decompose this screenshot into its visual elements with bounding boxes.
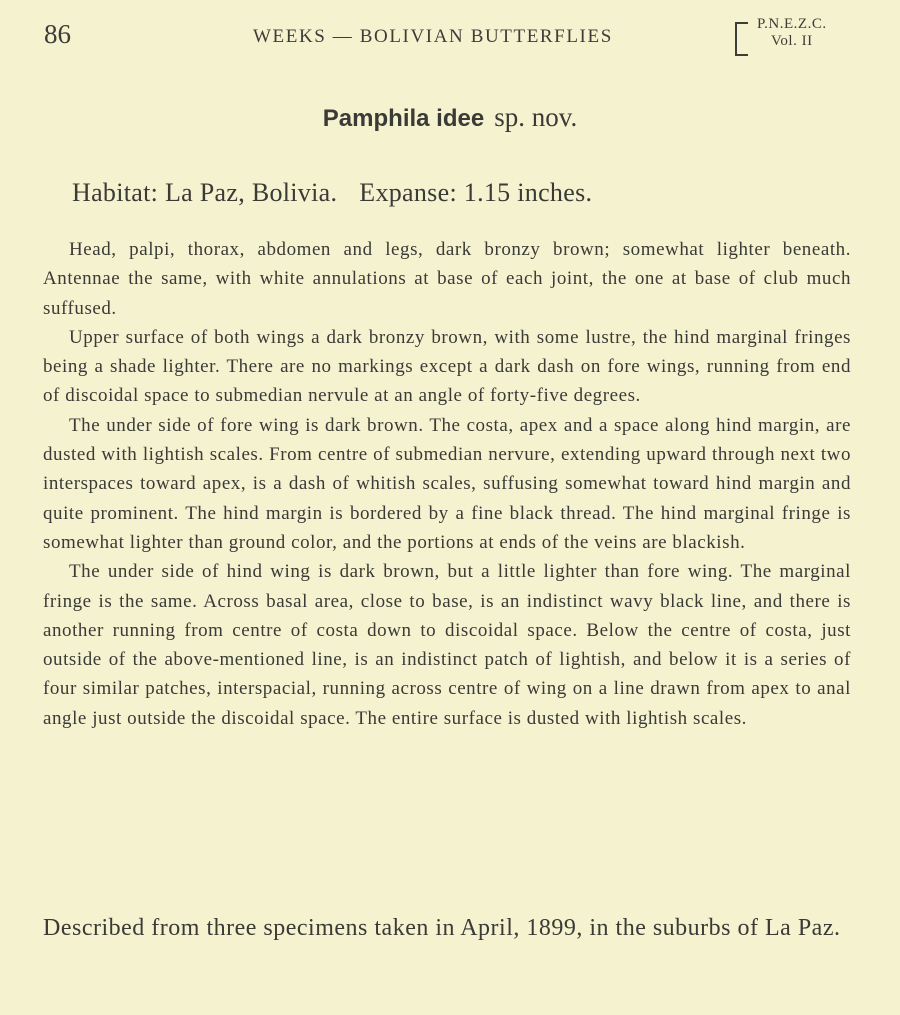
habitat-text: Habitat: La Paz, Bolivia. bbox=[72, 178, 338, 207]
paragraph-hind-wing-underside: The under side of hind wing is dark brown, but a little lighter than fore wing. The marginal fringe is the same. Across basal area, close to base, is an indistinct wavy black line, and there is another running from centre of costa down to discoidal space. Below the centre of costa, just outside of the above-mentioned line, is an indistinct patch of lightish, and below it is a series of four similar patches, interspacial, running across centre of wing on a line drawn from apex to anal angle just outside the discoidal space. The entire surface is dusted with lightish scales. bbox=[43, 561, 851, 729]
species-name: Pamphila idee bbox=[322, 105, 485, 132]
paragraph-body-parts: Head, palpi, thorax, abdomen and legs, dark bronzy brown; somewhat lighter beneath. Antennae the same, with white annulations at base of each joint, the one at base of club much suffused. bbox=[43, 239, 851, 319]
closing-statement: Described from three specimens taken in April, 1899, in the suburbs of La Paz. bbox=[43, 915, 841, 941]
species-note: sp. nov. bbox=[494, 102, 578, 132]
description-body bbox=[43, 235, 851, 733]
species-heading bbox=[0, 100, 900, 136]
habitat-line bbox=[72, 176, 592, 210]
page-number: 86 bbox=[44, 19, 71, 49]
page-header bbox=[0, 0, 900, 60]
paragraph-fore-wing-underside: The under side of fore wing is dark brown. The costa, apex and a space along hind margin, are dusted with lightish scales. From centre of submedian nervure, extending upward through next two interspaces toward apex, is a dash of whitish scales, suffusing somewhat toward hind margin and quite prominent. The hind margin is bordered by a fine black thread. The hind marginal fringe is somewhat lighter than ground color, and the portions at ends of the veins are blackish. bbox=[43, 414, 851, 553]
paragraph-upper-surface: Upper surface of both wings a dark bronzy brown, with some lustre, the hind marginal fringes being a shade lighter. There are no markings except a dark dash on fore wings, running from end of discoidal space to submedian nervule at an angle of forty-five degrees. bbox=[43, 326, 851, 407]
running-head: WEEKS — BOLIVIAN BUTTERFLIES bbox=[253, 26, 613, 47]
journal-volume: Vol. II bbox=[771, 33, 813, 49]
journal-abbreviation: P.N.E.Z.C. bbox=[757, 16, 827, 32]
expanse-text: Expanse: 1.15 inches. bbox=[359, 178, 593, 207]
bracket-glyph bbox=[735, 22, 748, 56]
journal-reference bbox=[757, 16, 827, 50]
